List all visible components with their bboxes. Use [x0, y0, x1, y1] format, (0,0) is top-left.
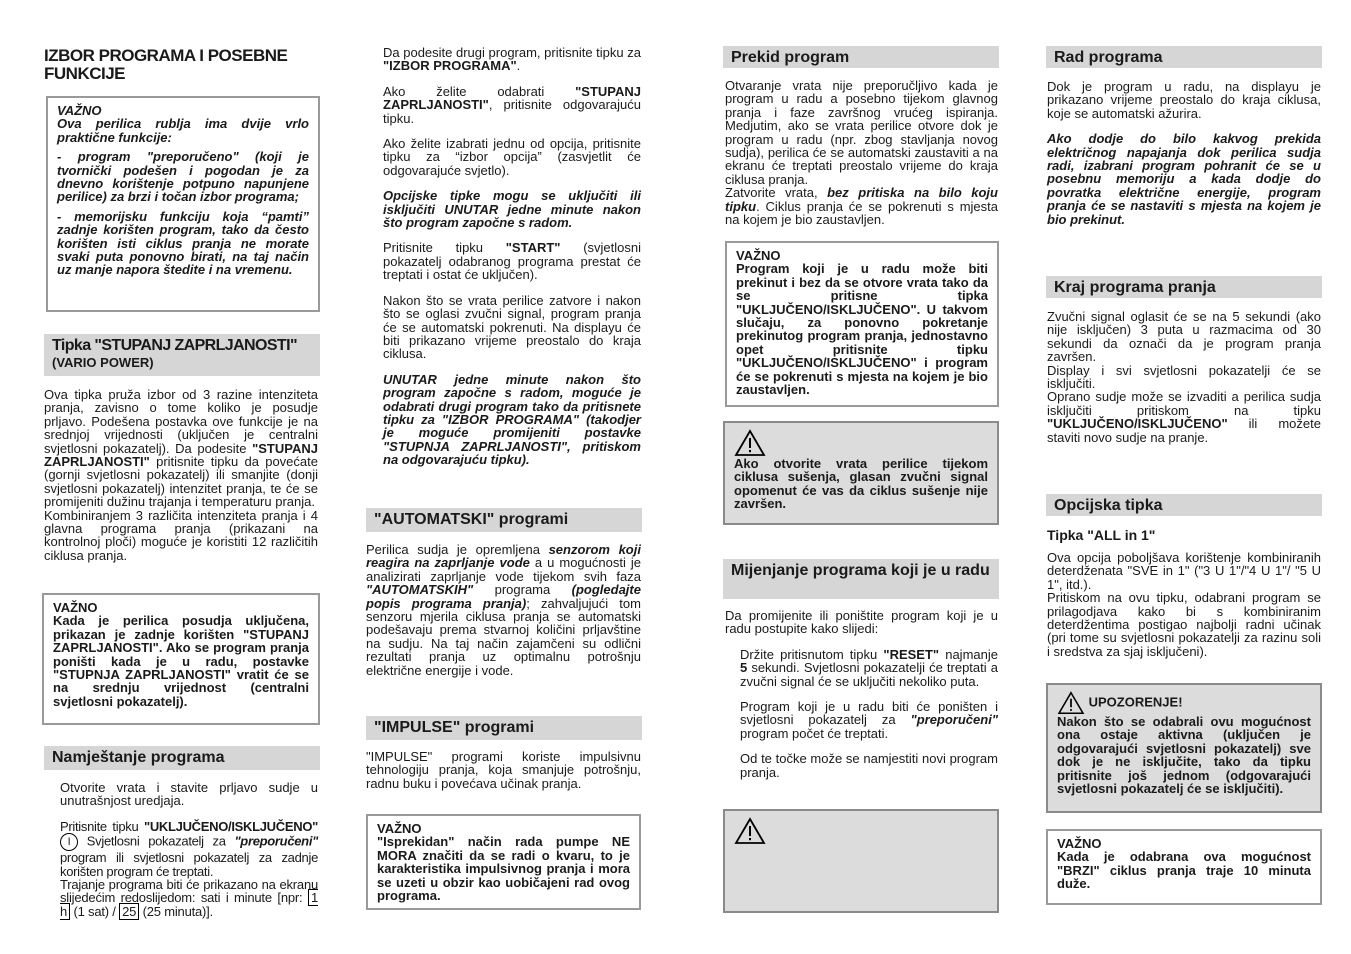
mij-p3a: Program koji je u radu biti će poništen i svjetlosni pokazatelj za — [740, 699, 998, 728]
mij-p2f: Svjetlosni pokazatelji će treptati a zvučni signal će se uključiti nekoliko puta. — [740, 660, 998, 689]
col2-p1b: "IZBOR PROGRAMA" — [383, 58, 517, 74]
impulse-header: "IMPULSE" programi — [366, 716, 642, 740]
impulse-text — [366, 750, 641, 802]
warning-icon — [1057, 691, 1085, 715]
tipka-header — [44, 334, 320, 376]
kraj-p3b: "UKLJUČENO/ISKLJUČENO" — [1047, 416, 1228, 432]
col2-p4: Opcijske tipke mogu se uključiti ili isključiti UNUTAR jedne minute nakon što program započne s radom. — [383, 188, 641, 231]
col2-p2a: Ako želite odabrati — [383, 83, 545, 99]
col2-p5c: (svjetlosni pokazatelj odabranog programa prestat će treptati i ostat će uključen). — [383, 240, 641, 283]
mijenjanje-text — [725, 609, 998, 791]
col2-p1: Da podesite drugi program, pritisnite tipku za "IZBOR PROGRAMA". — [383, 45, 641, 74]
kraj-text — [1047, 310, 1321, 456]
kraj-p3a: Oprano sudje može se izvaditi a perilica sudja isključiti pritiskom na tipku — [1047, 389, 1321, 418]
namj-paragraph-1: Otvorite vrata i stavite prljavo sudje u unutrašnjost uredjaja. — [60, 780, 318, 809]
upozorenje-heading-row — [1057, 691, 1311, 715]
kraj-p3c: ili možete staviti novo sudje na pranje. — [1047, 416, 1321, 445]
warning-box-empty — [723, 809, 999, 913]
auto-c: a u mogućnosti je analizirati zaprljanje vode tijekom svih faza — [366, 555, 641, 584]
vazno-text: Kada je perilica posudja uključena, prikazan je zadnje korišten "STUPANJ ZAPRLJANOSTI". Ako se program pranja poništi kada je u radu, postavke "STUPNJA ZAPRLJANOSTI" vratit će se na srednju vrijednost (centralni svjetlosni pokazatelj). — [53, 613, 309, 709]
vazno-box-impulse — [366, 814, 641, 910]
col2-p2 — [383, 85, 641, 125]
mij-p2d: 5 — [740, 660, 748, 676]
prekid-text — [725, 79, 998, 238]
col2-text-top — [383, 46, 641, 479]
tipka-header-title: Tipka "STUPANJ ZAPRLJANOSTI" — [52, 337, 297, 354]
prekid-header: Prekid program — [723, 46, 999, 68]
warning-icon — [734, 429, 766, 457]
namj-paragraph-2 — [60, 820, 318, 878]
namj-paragraph-3 — [60, 878, 318, 918]
vazno-heading: VAŽNO — [57, 103, 102, 118]
vazno-intro: Ova perilica rublja ima dvije vrlo praktične funkcije: — [57, 116, 309, 145]
vazno-text: Kada je odabrana ova mogućnost "BRZI" ciklus pranja traje 10 minuta duže. — [1057, 849, 1311, 892]
namjestanje-text — [60, 781, 318, 930]
namjestanje-header: Namještanje programa — [44, 746, 320, 770]
auto-f: (pogledajte popis programa pranja) — [366, 582, 641, 611]
prekid-paragraph-2 — [725, 186, 998, 226]
automatski-text — [366, 543, 641, 689]
warning-box-drying — [723, 421, 999, 525]
vazno-box-1 — [46, 96, 320, 312]
vazno-item-1: - program "preporučeno" (koji je tvornički podešen i pogodan je za dnevno korištenje potpuno napunjene perilice) za brzi i točan izbor programa; — [57, 149, 309, 205]
col2-p5 — [383, 241, 641, 281]
mij-p2c: najmanje — [945, 646, 998, 662]
tipka-p1-bold: "STUPANJ ZAPRLJANOSTI" — [44, 440, 318, 470]
vazno-box-prekid — [725, 241, 999, 407]
vazno-text: "Isprekidan" način rada pumpe NE MORA značiti da se radi o kvaru, to je karakteristika impulsivnog pranja i mora se uzeti u obzir kao uobičajeni rad ovog programa. — [377, 834, 630, 904]
col2-p2c: , pritisnite odgovarajuću tipku. — [383, 97, 641, 126]
prekid-p2a: Zatvorite vrata, — [725, 185, 818, 201]
namj-p2b: "UKLJUČENO/ISKLJUČENO" — [143, 818, 318, 834]
namj-p3b: [npr: — [277, 890, 303, 906]
namj-p2d: "preporučeni" — [234, 833, 318, 849]
col2-p5a: Pritisnite tipku — [383, 240, 484, 256]
automatski-header: "AUTOMATSKI" programi — [366, 508, 642, 532]
auto-d: "AUTOMATSKIH" — [366, 582, 474, 598]
kraj-paragraph-2: Display i svi svjetlosni pokazatelji će se isključiti. — [1047, 362, 1321, 392]
col2-p2b: "STUPANJ ZAPRLJANOSTI" — [383, 83, 641, 113]
warning-icon — [734, 817, 766, 845]
namj-p2c: Svjetlosni pokazatelj za — [86, 833, 226, 849]
tipka-text — [44, 388, 318, 574]
power-icon: I — [60, 833, 78, 851]
col2-p7: UNUTAR jedne minute nakon što program započne s radom, moguće je odabrati drugi program tako da pritisnete tipku za "IZBOR PROGRAMA" (takodjer je moguće promijeniti postavke "STUPNJA ZAPRLJANOSTI", pritiskom na odgovarajuću tipku). — [383, 371, 641, 468]
col2-p6: Nakon što se vrata perilice zatvore i nakon što se oglasi zvučni signal, program pranja će se automatski pokrenuti. Na displayu će biti prikazano vrijeme preostalo do kraja ciklusa. — [383, 292, 641, 362]
auto-g: ; zahvaljujući tom senzoru mjerila ciklusa pranja se automatski podešavaju prema stvarnoj količini prljavštine na sudju. Na taj način zajamčeni su odlični rezultati pranja uz optimalnu potrošnju električne energije i vode. — [366, 595, 641, 678]
mij-paragraph-1: Da promijenite ili poništite program koji je u radu postupite kako slijedi: — [725, 608, 998, 637]
prekid-paragraph: Otvaranje vrata nije preporučljivo kada je program u radu a posebno tijekom glavnog pranja i faze završnog vrućeg ispiranja. Medjutim, ako se vrata perilice otvore dok je program u radu (npr. zbog stavljanja novog sudja), perilica će se automatski zaustaviti a na ekranu će treptati preostalo vrijeme do kraja ciklusa pranja. — [725, 78, 998, 187]
auto-e: programa — [494, 582, 551, 598]
kraj-header: Kraj programa pranja — [1046, 276, 1322, 298]
warning-text: Ako otvorite vrata perilice tijekom ciklusa sušenja, glasan zvučni signal opomenut će vas da ciklus sušenje nije završen. — [734, 456, 988, 512]
display-minutes: 25 — [119, 903, 139, 920]
mij-paragraph-3 — [740, 700, 998, 740]
vazno-item-2: - memorijsku funkciju koja “pamti” zadnje korišten program, tako da često korišten isti ciklus pranja ne morate svaki puta ponovno birati, na taj način uz manje napora štedite i na vremenu. — [57, 208, 309, 278]
col2-p3: Ako želite izabrati jednu od opcija, pritisnite tipku za “izbor opcija” (zasvjetlit će odgovarajuće svjetlo). — [383, 136, 641, 178]
mij-p3b: "preporučeni" — [910, 712, 998, 728]
vazno-heading: VAŽNO — [1057, 836, 1102, 851]
allin1-title: Tipka "ALL in 1" — [1047, 527, 1156, 543]
upozorenje-heading: UPOZORENJE! — [1088, 694, 1183, 710]
kraj-paragraph-1: Zvučni signal oglasit će se na 5 sekundi (ako nije isključen) 3 puta u razmacima od 30 sekundi da označi da je program pranja završen. — [1047, 309, 1321, 365]
tipka-paragraph-1 — [44, 388, 318, 509]
vazno-box-2 — [42, 593, 320, 725]
tipka-header-sub: (VARIO POWER) — [52, 355, 154, 370]
col2-p1a: Da podesite drugi program, pritisnite tipku za — [383, 45, 641, 60]
mij-p2b: "RESET" — [883, 646, 940, 662]
vazno-heading: VAŽNO — [53, 600, 98, 615]
auto-b: senzorom koji reagira na zaprljanje vode — [366, 542, 641, 571]
section-title: IZBOR PROGRAMA I POSEBNE FUNKCIJE — [44, 46, 288, 83]
vazno-heading: VAŽNO — [377, 821, 422, 836]
opcijska-text — [1047, 527, 1321, 670]
auto-a: Perilica sudja je opremljena — [366, 542, 540, 557]
mij-p2a: Držite pritisnutom tipku — [740, 646, 878, 662]
allin1-paragraph-1: Ova opcija poboljšava korištenje kombiniranih deterdženata "SVE in 1" ("3 U 1"/"4 U 1"/ "5 U 1", itd.). — [1047, 550, 1321, 592]
tipka-p1-text: Ova tipka pruža izbor od 3 razine intenziteta pranja, zavisno o tome koliko je posudje prljavo. Podešena postavka ove funkcije je na srednjoj vrijednosti (uključen je centralni svjetlosni pokazatelj). Da podesite — [44, 387, 318, 456]
namj-p2a: Pritisnite tipku — [60, 818, 139, 834]
tipka-paragraph-2: Kombiniranjem 3 različita intenziteta pranja i 4 glavna programa pranja (prikazani na kontrolnoj ploči) moguće je koristiti 12 različitih ciklusa pranja. — [44, 507, 318, 563]
upozorenje-text: Nakon što se odabrali ovu mogućnost ona ostaje aktivna (uključen je odgovarajući svjetlosni pokazatelj) sve dok je ne isključite, tako da tipku pritisnite još jednom (odgovarajući svjetlosni pokazatelj će se isključiti). — [1057, 714, 1311, 797]
rad-text — [1047, 80, 1321, 238]
upozorenje-box — [1046, 683, 1322, 813]
prekid-p2c: . Ciklus pranja će se pokrenuti s mjesta na kojem je bio zaustavljen. — [725, 198, 998, 228]
namj-p3: Trajanje programa biti će prikazano na ekranu slijedećim redoslijedom: sati i minute — [60, 877, 318, 906]
rad-paragraph: Dok je program u radu, na displayu je prikazano vrijeme preostalo do kraja ciklusa, koje se automatski ažurira. — [1047, 79, 1321, 121]
impulse-paragraph: "IMPULSE" programi koriste impulsivnu tehnologiju pranja, koja smanjuje potrošnju, radnu buku i povećava učinak pranja. — [366, 749, 641, 791]
mij-paragraph-4: Od te točke može se namjestiti novi program pranja. — [740, 751, 998, 780]
vazno-box-brzi — [1046, 829, 1322, 905]
mij-paragraph-2 — [740, 648, 998, 688]
mijenjanje-header: Mijenjanje programa koji je u radu — [723, 559, 999, 599]
mij-p2e: sekundi. — [751, 660, 800, 676]
rad-paragraph-2: Ako dodje do bilo kakvog prekida električnog napajanja dok perilica sudja radi, izabrani program pohranit će se u posebnu memoriju a kada dodje do povratka električne energije, program pranja će se nastaviti s mjesta na kojem je bio prekinut. — [1047, 131, 1321, 227]
automatski-paragraph — [366, 543, 641, 677]
namj-p3c: (1 sat) / — [73, 903, 116, 919]
mij-p3c: program počet će treptati. — [740, 725, 889, 741]
prekid-p2b: bez pritiska na bilo koju tipku — [725, 185, 998, 214]
display-hours: 1 h — [60, 890, 319, 919]
opcijska-header: Opcijska tipka — [1046, 494, 1322, 516]
namj-p3d: (25 minuta)]. — [142, 903, 213, 919]
vazno-text: Program koji je u radu može biti prekinut i bez da se otvore vrata tako da se pritisne tipka "UKLJUČENO/ISKLJUČENO". U takvom slučaju, za ponovno pokretanje prekinutog program pranja, jednostavno opet pritisnite tipku "UKLJUČENO/ISKLJUČENO" i program će se pokrenuti s mjesta na kojem je bio zaustavljen. — [736, 261, 988, 398]
tipka-p1-rest: pritisnite tipku da povećate (gornji svjetlosni pokazatelj) ili smanjite (donji svjetlosni pokazatelj) intenzitet pranja, te će se promijeniti dužinu trajanja i temperaturu pranja. — [44, 454, 318, 510]
col2-p5b: "START" — [505, 240, 561, 256]
vazno-heading: VAŽNO — [736, 248, 781, 263]
kraj-paragraph-3 — [1047, 390, 1321, 444]
allin1-paragraph-2: Pritiskom na ovu tipku, odabrani program se prilagodjava kako bi s kombiniranim deterdžentima postigao najbolji radni učinak (pri tome su svjetlosni pokazatelji za razinu soli i sredstva za sjaj isključeni). — [1047, 590, 1321, 659]
rad-header: Rad programa — [1046, 46, 1322, 68]
namj-p2e: program ili svjetlosni pokazatelj za zadnje korišten program će treptati. — [60, 850, 318, 879]
